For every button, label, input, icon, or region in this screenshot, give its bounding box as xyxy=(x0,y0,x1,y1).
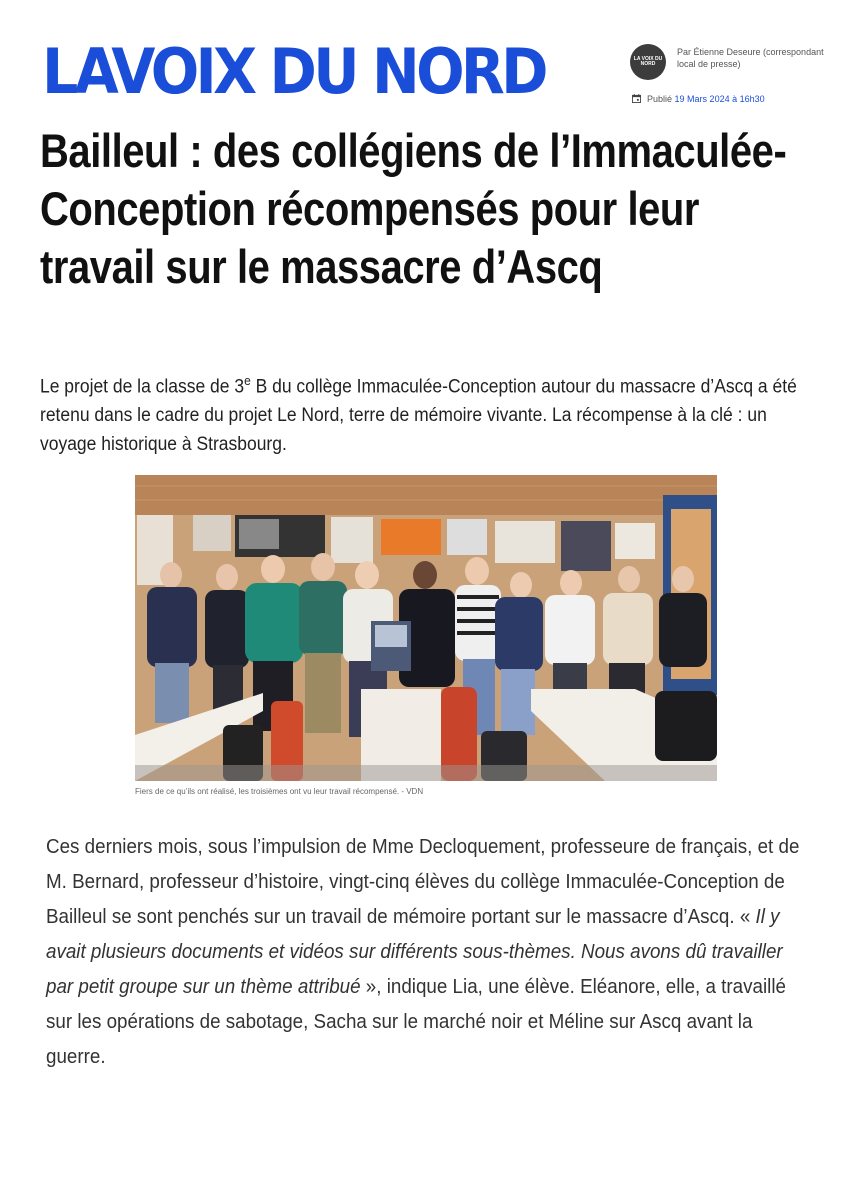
masthead-logo[interactable]: LAVOIX DU NORD xyxy=(42,35,545,108)
body-text-2: », indique Lia, une élève. Eléanore, elle, a travaillé sur les opérations de sabotage, Sacha sur le marché noir et Méline sur Ascq avant la guerre. xyxy=(46,976,786,1068)
article-chapo xyxy=(40,366,804,459)
author-name[interactable]: Par Étienne Deseure (correspondant local de presse) xyxy=(677,47,824,69)
body-text-1: Ces derniers mois, sous l’impulsion de Mme Decloquement, professeure de français, et de M. Bernard, professeur d’histoire, vingt-cinq élèves du collège Immaculée-Conception de Bailleul se sont penchés sur un travail de mémoire portant sur le massacre d’Ascq. « xyxy=(46,836,800,928)
article-body xyxy=(46,830,807,1075)
publish-date xyxy=(632,93,765,105)
chapo-text-1: Le projet de la classe de 3 xyxy=(40,376,245,398)
chapo-superscript: e xyxy=(244,373,251,388)
author-avatar[interactable]: LA VOIX DU NORD xyxy=(630,44,666,80)
calendar-icon xyxy=(632,94,641,103)
chapo-text-2: B du collège Immaculée-Conception autour du massacre d’Ascq a été retenu dans le cadre du projet Le Nord, terre de mémoire vivante. La récompense à la clé : un voyage historique à Strasbourg. xyxy=(40,376,797,456)
photo-caption: Fiers de ce qu’ils ont réalisé, les troisièmes ont vu leur travail récompensé. - VDN xyxy=(135,787,424,796)
article-headline: Bailleul : des collégiens de l’Immaculée-Conception récompensés pour leur travail sur le massacre d’Ascq xyxy=(40,124,787,293)
article-photo[interactable] xyxy=(135,475,717,781)
publish-label: Publié xyxy=(647,94,673,104)
publish-date-value: 19 Mars 2024 à 16h30 xyxy=(674,94,765,104)
class-photo-illustration xyxy=(135,475,717,781)
body-quote: Il y avait plusieurs documents et vidéos sur différents sous-thèmes. Nous avons dû travailler par petit groupe sur un thème attribué xyxy=(46,906,783,998)
